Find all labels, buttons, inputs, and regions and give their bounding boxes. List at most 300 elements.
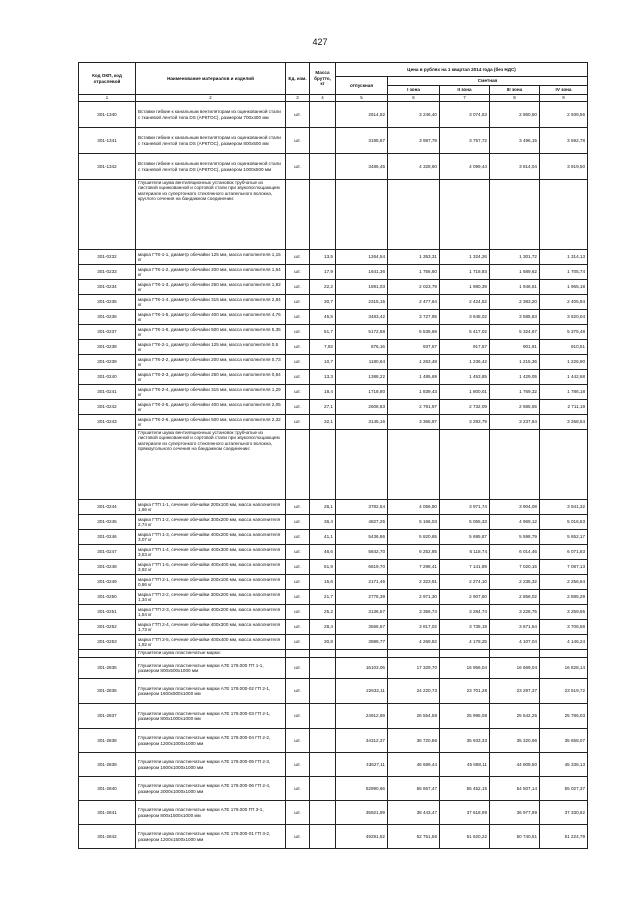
item-zone3-price: 25 542,25 [490,704,540,729]
column-number: 3 [286,95,310,102]
item-code: 301-0252 [79,620,136,635]
item-unit: шт. [286,704,310,729]
table-row [79,154,588,180]
item-code: 301-2842 [79,825,136,849]
table-row [79,280,588,295]
item-zone4-price: 2 256,64 [540,575,588,590]
item-name: марка ГТП 2-1, сечение обечайки 200х100 мм, масса наполнителя 0,86 кг [136,575,286,590]
item-code: 301-0242 [79,400,136,415]
item-zone1-price: 52 751,56 [388,825,440,849]
item-zone4-price: 37 330,82 [540,801,588,825]
column-number: 2 [136,95,286,102]
item-mass [310,704,336,729]
table-row [79,704,588,729]
item-zone2-price: 3 757,72 [440,128,490,154]
item-code: 301-1341 [79,128,136,154]
header-zone4: IV зона [540,86,588,95]
item-mass: 32,1 [310,415,336,430]
group-heading: Глушители шума пластинчатые марки: [136,650,286,658]
item-zone4-price: 910,51 [540,340,588,355]
item-zone3-price: 5 324,67 [490,325,540,340]
item-zone4-price: 45 338,13 [540,753,588,777]
item-name: марка ГТК-2-3, диаметр обечайки 250 мм, масса наполнителя 0,84 кг [136,370,286,385]
header-mass: Масса брутто, кг [310,63,336,95]
item-release-price: 3195,87 [336,128,388,154]
empty-cell [388,430,440,500]
empty-cell [286,650,310,658]
item-zone1-price: 4 328,60 [388,154,440,180]
item-zone3-price: 44 909,50 [490,753,540,777]
item-code: 301-0251 [79,605,136,620]
item-zone2-price: 6 118,74 [440,545,490,560]
item-unit: шт. [286,500,310,515]
item-zone4-price: 1 442,68 [540,370,588,385]
item-release-price: 6819,70 [336,560,388,575]
item-zone3-price: 23 297,37 [490,679,540,704]
item-zone2-price: 3 971,74 [440,500,490,515]
empty-cell [490,650,540,658]
item-unit: шт. [286,355,310,370]
item-zone3-price: 2 383,20 [490,295,540,310]
item-release-price: 1891,03 [336,280,388,295]
item-mass: 30,7 [310,295,336,310]
item-code: 301-0253 [79,635,136,650]
group-heading-row [79,180,588,250]
empty-cell [388,650,440,658]
group-heading-row [79,650,588,658]
item-code: 301-2839 [79,753,136,777]
item-zone2-price: 3 284,74 [440,605,490,620]
item-unit: шт. [286,415,310,430]
item-mass: 26,1 [310,500,336,515]
item-unit: шт. [286,265,310,280]
item-mass: 22,2 [310,280,336,295]
column-number: 1 [79,95,136,102]
item-zone4-price: 3 268,54 [540,415,588,430]
item-unit: шт. [286,679,310,704]
item-zone4-price: 23 519,72 [540,679,588,704]
group-heading-row [79,430,588,500]
table-row [79,658,588,679]
item-zone1-price: 2 791,97 [388,400,440,415]
empty-cell [79,180,136,250]
column-number: 6 [388,95,440,102]
item-zone3-price: 3 228,75 [490,605,540,620]
item-code: 301-0245 [79,515,136,530]
item-zone1-price: 36 720,86 [388,729,440,753]
item-release-price: 49291,52 [336,825,388,849]
item-zone3-price: 1 946,61 [490,280,540,295]
item-zone1-price: 2 477,64 [388,295,440,310]
item-mass: 25,2 [310,605,336,620]
item-zone4-price: 7 087,13 [540,560,588,575]
item-zone4-price: 6 071,83 [540,545,588,560]
table-row [79,729,588,753]
item-zone1-price: 1 353,31 [388,250,440,265]
item-zone4-price: 2 405,94 [540,295,588,310]
empty-cell [490,180,540,250]
table-row [79,575,588,590]
item-zone4-price: 1 314,13 [540,250,588,265]
item-zone3-price: 6 014,46 [490,545,540,560]
item-unit: шт. [286,128,310,154]
table-row [79,801,588,825]
item-zone3-price: 3 814,04 [490,154,540,180]
item-zone4-price: 5 016,53 [540,515,588,530]
item-code: 301-0237 [79,325,136,340]
item-zone3-price: 35 320,96 [490,729,540,753]
item-code: 301-0249 [79,575,136,590]
item-zone3-price: 1 301,72 [490,250,540,265]
item-zone2-price: 5 055,33 [440,515,490,530]
empty-cell [440,430,490,500]
item-name: марка ГТК-1-2, диаметр обечайки 200 мм, масса наполнителя 1,64 кг [136,265,286,280]
item-mass: 7,92 [310,340,336,355]
item-mass: 10,7 [310,355,336,370]
item-zone4-price: 3 620,04 [540,310,588,325]
item-mass [310,128,336,154]
item-unit: шт. [286,801,310,825]
item-release-price: 22632,11 [336,679,388,704]
item-release-price: 3989,77 [336,635,388,650]
table-row [79,128,588,154]
column-number-row [79,95,588,102]
item-code: 301-2837 [79,704,136,729]
item-mass [310,679,336,704]
item-zone3-price: 7 020,15 [490,560,540,575]
item-mass [310,658,336,679]
item-unit: шт. [286,250,310,265]
column-number: 7 [440,95,490,102]
column-number: 4 [310,95,336,102]
item-zone2-price: 3 074,53 [440,102,490,128]
item-release-price: 2315,15 [336,295,388,310]
table-row [79,605,588,620]
item-zone2-price: 37 618,99 [440,801,490,825]
item-mass [310,729,336,753]
item-zone1-price: 937,67 [388,340,440,355]
table-row [79,400,588,415]
item-release-price: 16103,06 [336,658,388,679]
item-unit: шт. [286,729,310,753]
item-release-price: 52990,66 [336,777,388,801]
item-name: Глушители шума пластинчатые марки А7Е 178.000-03 ГП 2-1, размером 800х1000х1000 мм [136,704,286,729]
item-zone1-price: 1 485,69 [388,370,440,385]
item-unit: шт. [286,575,310,590]
item-release-price: 4827,25 [336,515,388,530]
item-zone3-price: 901,91 [490,340,540,355]
item-zone2-price: 2 732,09 [440,400,490,415]
empty-cell [310,650,336,658]
empty-cell [540,650,588,658]
item-zone4-price: 2 885,29 [540,590,588,605]
item-zone1-price: 24 220,73 [388,679,440,704]
item-mass: 51,9 [310,560,336,575]
empty-cell [336,430,388,500]
item-unit: шт. [286,658,310,679]
item-zone3-price: 1 689,62 [490,265,540,280]
item-release-price: 35921,99 [336,801,388,825]
item-name: марка ГТП 1-4, сечение обечайки 400х300 мм, масса наполнителя 3,53 кг [136,545,286,560]
item-code: 301-2836 [79,679,136,704]
item-zone2-price: 2 424,52 [440,295,490,310]
item-mass [310,801,336,825]
item-release-price: 5172,58 [336,325,388,340]
item-zone3-price: 50 740,51 [490,825,540,849]
table-row [79,530,588,545]
item-release-price: 2776,39 [336,590,388,605]
item-name: марка ГТП 1-2, сечение обечайки 300х200 мм, масса наполнителя 2,74 кг [136,515,286,530]
group-heading: Глушители шума вентиляционных установок трубчатые из листовой оцинкованной и сортовой стали при звукопоглощающем материале из супертонкого стеклянного штапельного волокна, круглого сечения на бандажном соединении: [136,180,286,250]
item-zone1-price: 2 323,91 [388,575,440,590]
item-mass: 30,8 [310,635,336,650]
item-name: марка ГТК-2-6, диаметр обечайки 500 мм, масса наполнителя 2,32 кг [136,415,286,430]
item-name: марка ГТП 1-3, сечение обечайки 400х200 мм, масса наполнителя 3,07 кг [136,530,286,545]
item-name: Глушители шума пластинчатые марки А7Е 178.000-04 ГП 2-2, размером 1200х1000х1000 мм [136,729,286,753]
item-zone4-price: 1 965,18 [540,280,588,295]
item-release-price: 5436,86 [336,530,388,545]
item-release-price: 34312,37 [336,729,388,753]
empty-cell [540,430,588,500]
empty-cell [286,430,310,500]
item-name: Глушители шума пластинчатые марки А7Е 178.000-05 ГП 2-3, размером 1600х1000х1000 мм [136,753,286,777]
empty-cell [540,180,588,250]
item-name: марка ГТК-2-4, диаметр обечайки 315 мм, масса наполнителя 1,29 кг [136,385,286,400]
item-zone3-price: 1 769,32 [490,385,540,400]
item-mass: 36,4 [310,515,336,530]
item-name: марка ГТК-1-4, диаметр обечайки 315 мм, масса наполнителя 2,84 кг [136,295,286,310]
item-mass [310,102,336,128]
item-zone3-price: 1 215,36 [490,355,540,370]
group-heading: Глушители шума вентиляционных установок трубчатые из листовой оцинкованной и сортовой стали при звукопоглощающем материале из супертонкого стеклянного штапельного волокна, прямоугольного сечения на бандажном соединении: [136,430,286,500]
item-zone3-price: 3 904,08 [490,500,540,515]
empty-cell [310,430,336,500]
item-unit: шт. [286,825,310,849]
item-zone4-price: 5 375,48 [540,325,588,340]
header-price-title: Цена в рублях на 1 квартал 2014 года (без НДС) [336,63,588,77]
item-zone3-price: 16 669,04 [490,658,540,679]
empty-cell [310,180,336,250]
item-zone2-price: 4 178,25 [440,635,490,650]
item-unit: шт. [286,560,310,575]
table-row [79,590,588,605]
item-unit: шт. [286,605,310,620]
item-code: 301-0247 [79,545,136,560]
table-row [79,310,588,325]
item-release-price: 5842,70 [336,545,388,560]
item-release-price: 1388,22 [336,370,388,385]
item-unit: шт. [286,340,310,355]
item-name: марка ГТК-1-5, диаметр обечайки 400 мм, масса наполнителя 4,76 кг [136,310,286,325]
item-zone1-price: 3 727,95 [388,310,440,325]
item-release-price: 876,16 [336,340,388,355]
item-name: Вставки гибкие к канальным вентиляторам из оцинкованной стали с тканевой лентой типа DS (АРКТОС), размером 1000х500 мм [136,154,286,180]
header-zone1: I зона [388,86,440,95]
table-row [79,825,588,849]
item-code: 301-0234 [79,280,136,295]
item-zone2-price: 35 933,33 [440,729,490,753]
empty-cell [388,180,440,250]
item-release-price: 3145,16 [336,415,388,430]
item-zone3-price: 36 977,89 [490,801,540,825]
item-zone2-price: 3 648,02 [440,310,490,325]
item-zone1-price: 2 971,30 [388,590,440,605]
item-mass [310,825,336,849]
item-zone1-price: 2 023,79 [388,280,440,295]
item-code: 301-2841 [79,801,136,825]
item-code: 301-2840 [79,777,136,801]
item-code: 301-0233 [79,265,136,280]
item-release-price: 1718,80 [336,385,388,400]
table-row [79,385,588,400]
item-mass [310,777,336,801]
item-name: Глушители шума пластинчатые марки А7Е 178.000-02 ГП 2-1, размером 1600х500х1000 мм [136,679,286,704]
item-zone2-price: 1 718,93 [440,265,490,280]
item-zone3-price: 3 585,83 [490,310,540,325]
item-zone2-price: 5 695,87 [440,530,490,545]
item-unit: шт. [286,154,310,180]
item-mass: 28,4 [310,620,336,635]
item-code: 301-0239 [79,355,136,370]
item-unit: шт. [286,400,310,415]
empty-cell [286,180,310,250]
item-unit: шт. [286,753,310,777]
item-code: 301-0243 [79,415,136,430]
item-unit: шт. [286,530,310,545]
item-zone1-price: 3 356,74 [388,605,440,620]
table-row [79,295,588,310]
item-zone4-price: 5 652,17 [540,530,588,545]
item-zone1-price: 3 817,02 [388,620,440,635]
item-release-price: 1264,54 [336,250,388,265]
item-zone2-price: 1 324,26 [440,250,490,265]
table-row [79,500,588,515]
table-row [79,560,588,575]
item-zone1-price: 46 689,44 [388,753,440,777]
empty-cell [440,180,490,250]
item-zone2-price: 5 417,02 [440,325,490,340]
item-zone2-price: 23 701,28 [440,679,490,704]
item-release-price: 2171,46 [336,575,388,590]
item-zone2-price: 7 141,89 [440,560,490,575]
table-row [79,340,588,355]
item-name: марка ГТК-1-3, диаметр обечайки 250 мм, масса наполнителя 1,92 кг [136,280,286,295]
item-zone4-price: 3 259,55 [540,605,588,620]
item-unit: шт. [286,295,310,310]
item-mass: 21,7 [310,590,336,605]
item-zone2-price: 1 236,42 [440,355,490,370]
item-name: марка ГТП 2-4, сечение обечайки 400х300 мм, масса наполнителя 1,73 кг [136,620,286,635]
item-zone4-price: 51 224,79 [540,825,588,849]
item-name: марка ГТК-2-5, диаметр обечайки 400 мм, масса наполнителя 2,05 кг [136,400,286,415]
item-zone4-price: 1 226,90 [540,355,588,370]
item-zone2-price: 1 453,85 [440,370,490,385]
item-zone4-price: 2 939,56 [540,102,588,128]
table-row [79,753,588,777]
item-zone2-price: 16 956,04 [440,658,490,679]
item-zone2-price: 2 907,60 [440,590,490,605]
item-zone3-price: 2 235,32 [490,575,540,590]
item-mass [310,753,336,777]
item-unit: шт. [286,635,310,650]
item-release-price: 1641,36 [336,265,388,280]
table-row [79,679,588,704]
item-release-price: 3483,42 [336,310,388,325]
item-zone1-price: 26 554,59 [388,704,440,729]
item-zone1-price: 1 263,48 [388,355,440,370]
column-number: 8 [490,95,540,102]
empty-cell [79,430,136,500]
item-release-price: 1180,64 [336,355,388,370]
item-code: 301-0248 [79,560,136,575]
item-mass: 18,4 [310,385,336,400]
item-mass: 15,6 [310,575,336,590]
item-code: 301-0250 [79,590,136,605]
item-unit: шт. [286,370,310,385]
header-code: Код ОКП, код отраслевой [79,63,136,95]
item-name: Глушители шума пластинчатые марки А7Е 179.000 ГП 3-1, размером 800х1500х1000 мм [136,801,286,825]
table-row [79,415,588,430]
column-number: 9 [540,95,588,102]
item-code: 301-0238 [79,340,136,355]
item-zone1-price: 17 329,70 [388,658,440,679]
item-zone4-price: 4 146,24 [540,635,588,650]
item-code: 301-2838 [79,729,136,753]
item-zone1-price: 7 298,41 [388,560,440,575]
item-unit: шт. [286,777,310,801]
header-name: Наименование материалов и изделий [136,63,286,95]
item-zone4-price: 16 828,14 [540,658,588,679]
item-mass: 17,9 [310,265,336,280]
item-zone3-price: 3 496,15 [490,128,540,154]
header-estimate: Сметная [388,77,588,86]
item-zone1-price: 56 667,47 [388,777,440,801]
item-name: марка ГТП 2-3, сечение обечайки 400х200 мм, масса наполнителя 1,54 кг [136,605,286,620]
item-release-price: 43627,11 [336,753,388,777]
item-code: 301-1340 [79,102,136,128]
item-zone3-price: 3 671,54 [490,620,540,635]
item-name: Глушители шума пластинчатые марки А7Е 179.000-01 ГП 3-2, размером 1200х1500х1000 мм [136,825,286,849]
item-zone4-price: 1 786,18 [540,385,588,400]
header-unit: Ед. изм. [286,63,310,95]
item-mass: 27,1 [310,400,336,415]
item-code: 301-0244 [79,500,136,515]
item-mass [310,154,336,180]
empty-cell [336,650,388,658]
item-code: 301-1342 [79,154,136,180]
item-zone3-price: 54 507,14 [490,777,540,801]
item-zone4-price: 3 592,78 [540,128,588,154]
table-row [79,635,588,650]
item-zone1-price: 6 252,85 [388,545,440,560]
column-number: 5 [336,95,388,102]
table-row [79,620,588,635]
item-unit: шт. [286,545,310,560]
table-row [79,325,588,340]
item-code: 301-2835 [79,658,136,679]
table-row [79,355,588,370]
item-zone1-price: 3 987,79 [388,128,440,154]
header-zone2: II зона [440,86,490,95]
item-code: 301-0240 [79,370,136,385]
item-zone4-price: 1 705,74 [540,265,588,280]
item-zone3-price: 2 858,02 [490,590,540,605]
item-zone3-price: 2 860,50 [490,102,540,128]
item-zone2-price: 55 452,15 [440,777,490,801]
item-zone3-price: 2 685,55 [490,400,540,415]
item-zone3-price: 4 107,04 [490,635,540,650]
page-number: 427 [312,37,328,47]
